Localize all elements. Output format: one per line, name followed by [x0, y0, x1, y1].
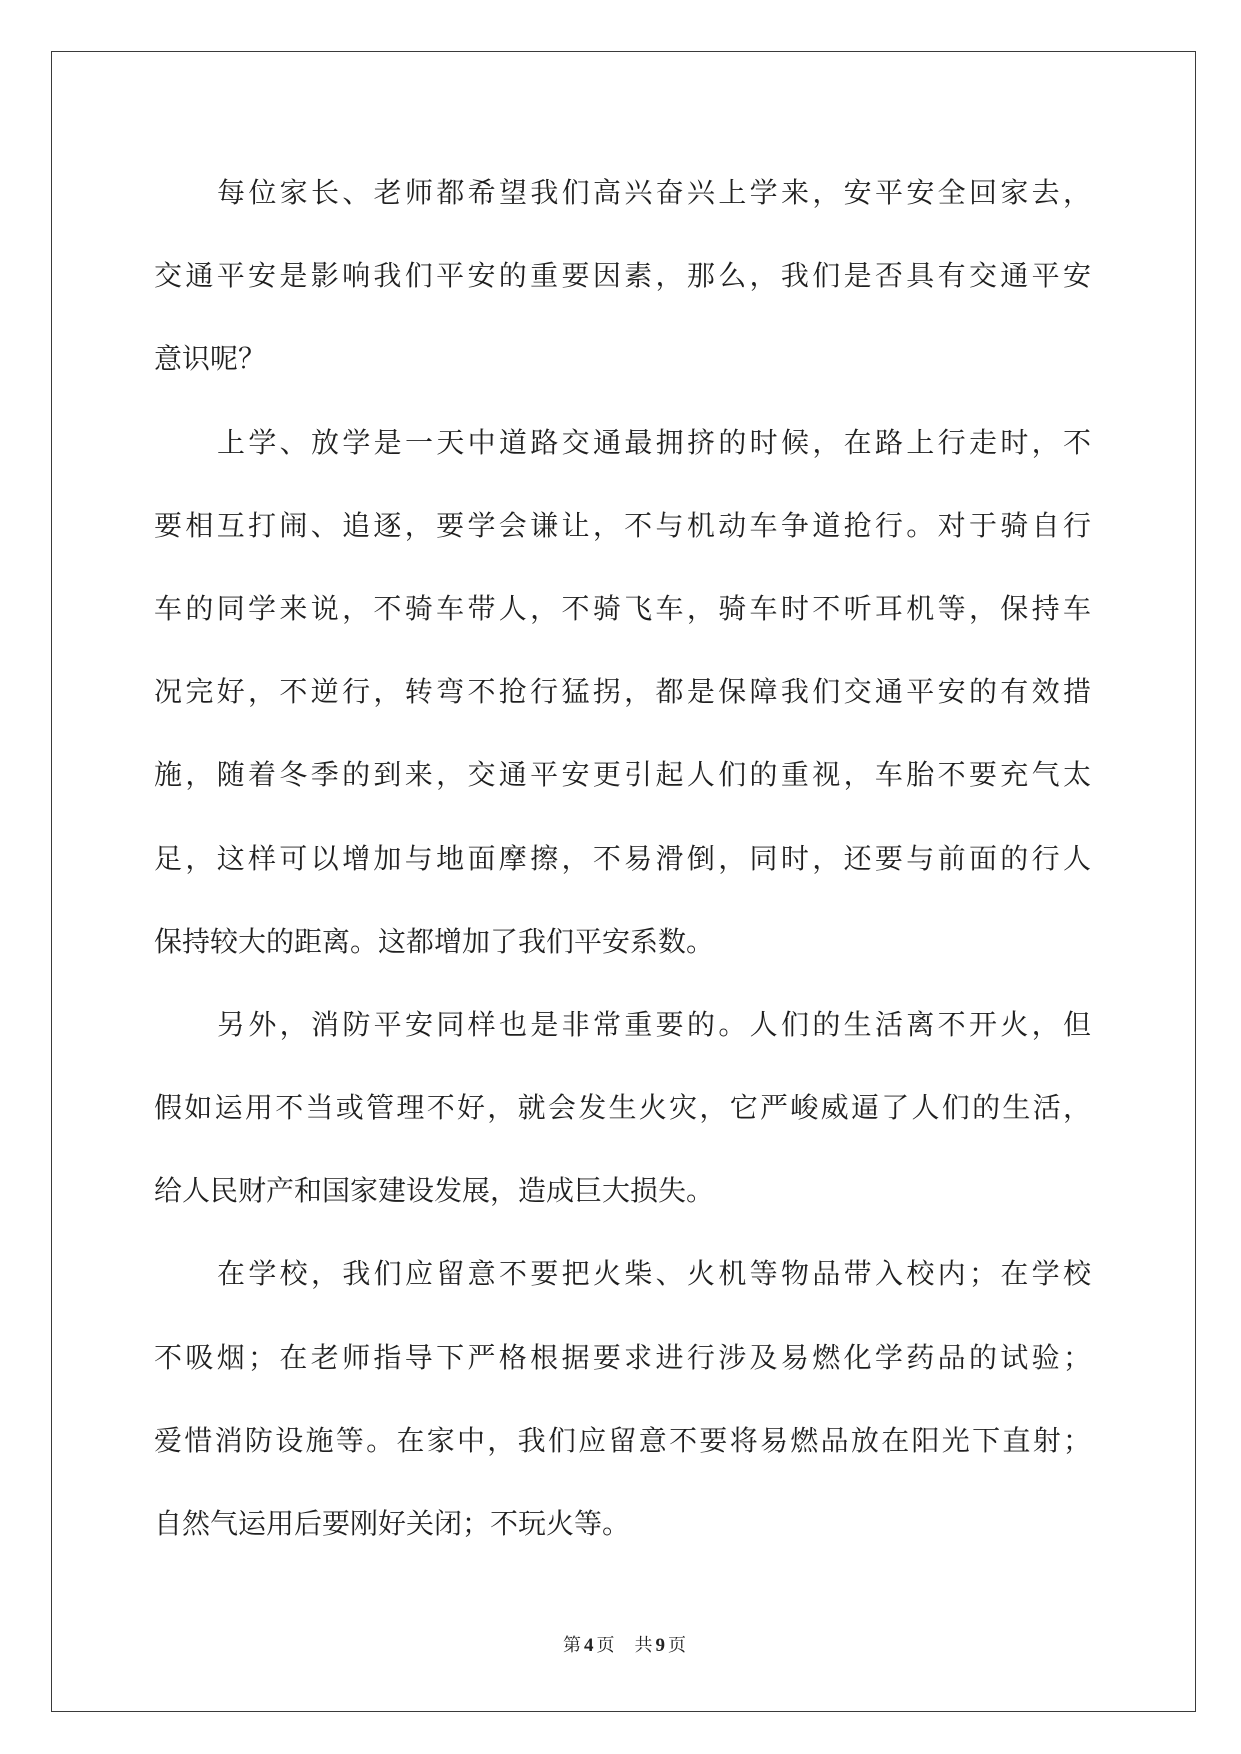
text-line: 爱惜消防设施等。在家中，我们应留意不要将易燃品放在阳光下直射； — [154, 1423, 1091, 1457]
text-line: 假如运用不当或管理不好，就会发生火灾，它严峻威逼了人们的生活， — [154, 1091, 1091, 1125]
page-prefix: 第 — [563, 1635, 581, 1656]
text-line: 每位家长、老师都希望我们高兴奋兴上学来，安平安全回家去， — [217, 176, 1091, 209]
paragraph — [154, 1232, 1091, 1565]
text-line: 自然气运用后要刚好关闭；不玩火等。 — [154, 1507, 631, 1540]
text-line: 足，这样可以增加与地面摩擦，不易滑倒，同时，还要与前面的行人 — [154, 841, 1091, 875]
text-line: 意识呢？ — [154, 342, 267, 376]
text-line: 要相互打闹、追逐，要学会谦让，不与机动车争道抢行。对于骑自行 — [154, 508, 1091, 542]
paragraph — [154, 401, 1091, 983]
total-page-number: 9 — [655, 1635, 665, 1656]
document-body — [154, 151, 1091, 1565]
text-line: 不吸烟；在老师指导下严格根据要求进行涉及易燃化学药品的试验； — [154, 1340, 1091, 1374]
page-footer — [4, 1634, 1241, 1658]
text-line: 在学校，我们应留意不要把火柴、火机等物品带入校内；在学校 — [217, 1257, 1091, 1291]
text-line: 上学、放学是一天中道路交通最拥挤的时候，在路上行走时，不 — [217, 425, 1091, 459]
current-page-number: 4 — [584, 1635, 594, 1656]
text-line: 况完好，不逆行，转弯不抢行猛拐，都是保障我们交通平安的有效措 — [154, 675, 1091, 709]
text-line: 车的同学来说，不骑车带人，不骑飞车，骑车时不听耳机等，保持车 — [154, 591, 1091, 625]
text-line: 另外，消防平安同样也是非常重要的。人们的生活离不开火，但 — [217, 1007, 1091, 1041]
paragraph — [154, 151, 1091, 401]
total-unit: 页 — [668, 1635, 686, 1656]
text-line: 交通平安是影响我们平安的重要因素，那么，我们是否具有交通平安 — [154, 259, 1091, 293]
total-prefix: 共 — [634, 1635, 653, 1656]
text-line: 保持较大的距离。这都增加了我们平安系数。 — [154, 924, 715, 958]
page-unit: 页 — [596, 1635, 615, 1656]
text-line: 给人民财产和国家建设发展，造成巨大损失。 — [154, 1174, 715, 1208]
text-line: 施，随着冬季的到来，交通平安更引起人们的重视，车胎不要充气太 — [154, 758, 1091, 792]
paragraph — [154, 983, 1091, 1233]
